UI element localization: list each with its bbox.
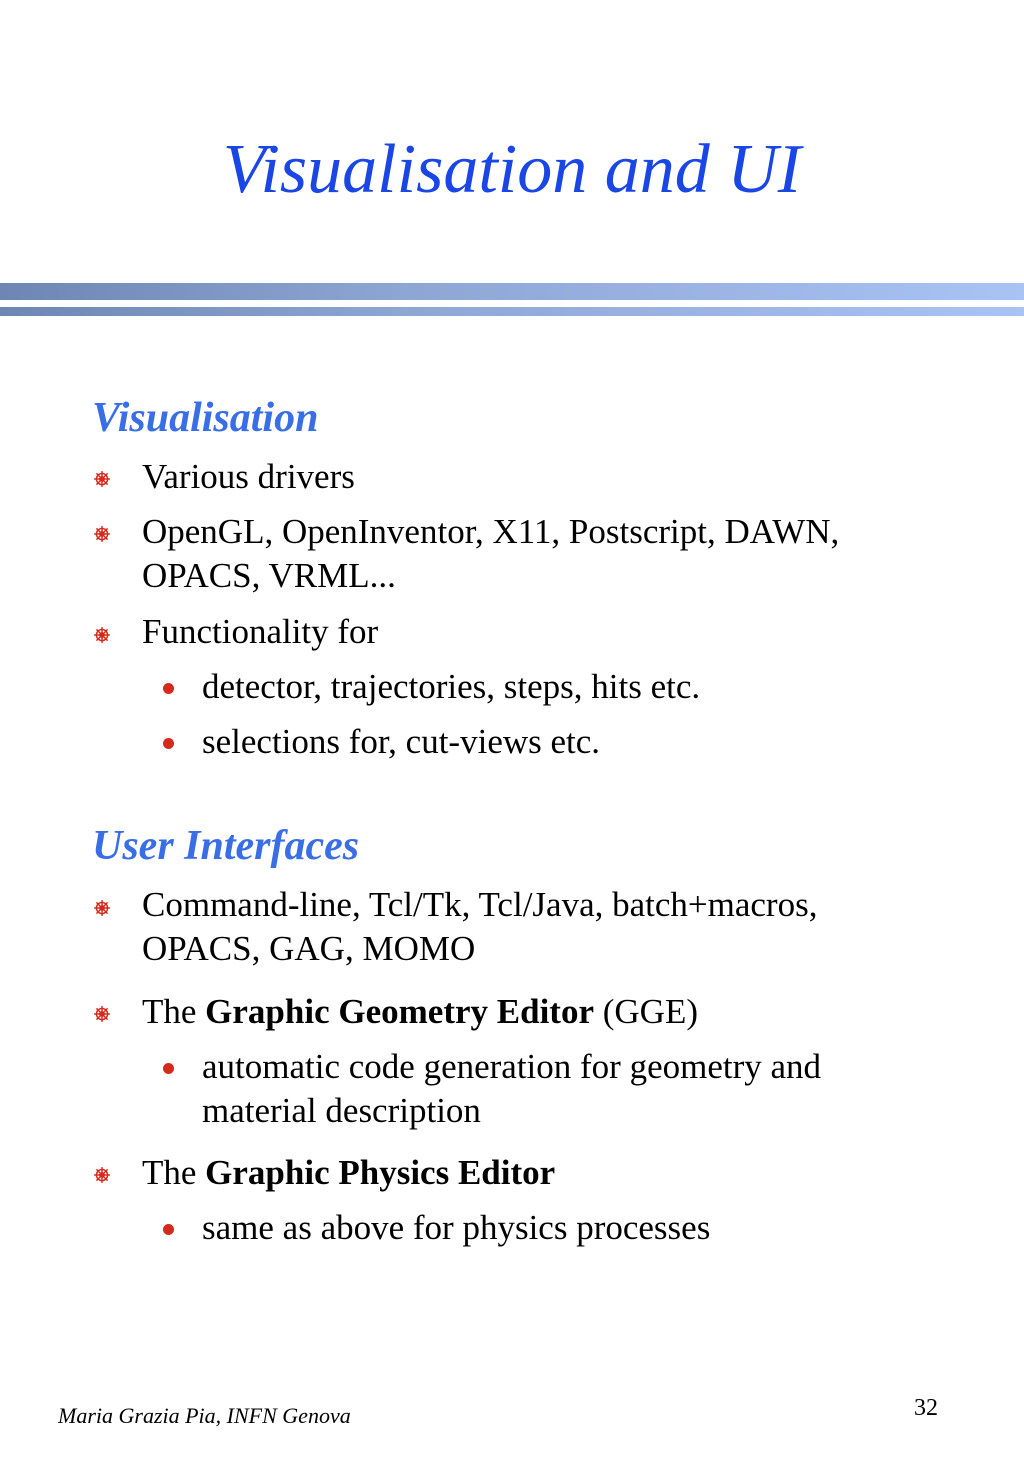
slide-title: Visualisation and UI bbox=[222, 131, 802, 208]
sub-list-item: detector, trajectories, steps, hits etc. bbox=[202, 667, 701, 706]
list-item-prefix: The bbox=[142, 1153, 206, 1192]
list-item: Various drivers bbox=[142, 457, 355, 496]
footer-author: Maria Grazia Pia, INFN Genova bbox=[58, 1403, 351, 1428]
list-item bbox=[142, 990, 942, 1034]
list-item: Command-line, Tcl/Tk, Tcl/Java, batch+macros, OPACS, GAG, MOMO bbox=[142, 885, 818, 968]
section-heading-user-interfaces: User Interfaces bbox=[92, 823, 360, 869]
wheel-bullet-icon bbox=[93, 1005, 111, 1023]
header-divider-bottom bbox=[0, 307, 1024, 316]
list-item-prefix: The bbox=[142, 992, 206, 1031]
wheel-bullet-icon bbox=[93, 470, 111, 488]
sub-list-item: same as above for physics processes bbox=[202, 1208, 711, 1247]
header-divider-top bbox=[0, 283, 1024, 300]
dot-bullet-icon bbox=[163, 1224, 174, 1235]
wheel-bullet-icon bbox=[93, 899, 111, 917]
section-heading-visualisation: Visualisation bbox=[92, 395, 319, 441]
list-item-suffix: (GGE) bbox=[593, 992, 698, 1031]
dot-bullet-icon bbox=[163, 738, 174, 749]
dot-bullet-icon bbox=[163, 1063, 174, 1074]
sub-list-item: automatic code generation for geometry and material description bbox=[202, 1047, 822, 1130]
wheel-bullet-icon bbox=[93, 1166, 111, 1184]
sub-list-item: selections for, cut-views etc. bbox=[202, 722, 601, 761]
dot-bullet-icon bbox=[163, 683, 174, 694]
list-item bbox=[142, 1151, 942, 1195]
list-item-bold: Graphic Geometry Editor bbox=[205, 992, 594, 1031]
list-item-bold: Graphic Physics Editor bbox=[205, 1153, 556, 1192]
list-item: OpenGL, OpenInventor, X11, Postscript, DAWN, OPACS, VRML... bbox=[142, 512, 840, 595]
wheel-bullet-icon bbox=[93, 525, 111, 543]
page-number: 32 bbox=[914, 1395, 938, 1421]
list-item: Functionality for bbox=[142, 612, 379, 651]
wheel-bullet-icon bbox=[93, 626, 111, 644]
